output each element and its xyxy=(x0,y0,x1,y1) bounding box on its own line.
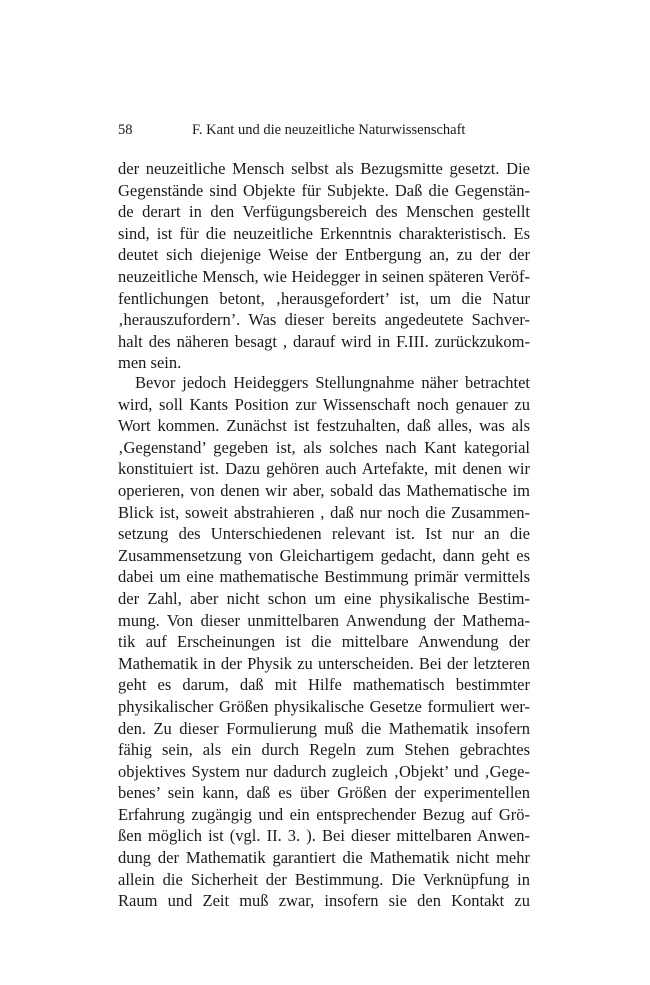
text-line: objektives System nur dadurch zugleich ‚Objekt’ und ‚Gege- xyxy=(118,761,530,781)
paragraph-1 xyxy=(118,158,530,374)
text-line: mung. Von dieser unmittelbaren Anwendung der Mathema- xyxy=(118,610,530,630)
text-line: der neuzeitliche Mensch selbst als Bezugsmitte gesetzt. Die xyxy=(118,159,530,178)
text-line: wird, soll Kants Position zur Wissenschaft noch genauer zu xyxy=(118,394,530,414)
text-line: dung der Mathematik garantiert die Mathematik nicht mehr xyxy=(118,848,530,868)
text-line: Wort kommen. Zunächst ist festzuhalten, daß alles, was als xyxy=(118,416,530,436)
text-line: der Zahl, aber nicht schon um eine physikalische Bestim- xyxy=(118,588,530,608)
text-line: ßen möglich ist (vgl. II. 3. ). Bei dieser mittelbaren Anwen- xyxy=(118,826,530,846)
text-line: Blick ist, soweit abstrahieren , daß nur noch die Zusammen- xyxy=(118,502,530,522)
page-number: 58 xyxy=(118,122,133,138)
running-header xyxy=(118,120,530,140)
text-line: Raum und Zeit muß zwar, insofern sie den Kontakt zu xyxy=(118,891,530,911)
running-title: F. Kant und die neuzeitliche Naturwissenschaft xyxy=(192,122,466,138)
text-line: Mathematik in der Physik zu unterscheiden. Bei der letzteren xyxy=(118,653,530,673)
text-line: fähig sein, als ein durch Regeln zum Stehen gebrachtes xyxy=(118,740,530,760)
text-line: den. Zu dieser Formulierung muß die Mathematik insofern xyxy=(118,718,530,738)
text-line: operieren, von denen wir aber, sobald das Mathematische im xyxy=(118,480,530,500)
text-line: Erfahrung zugängig und ein entsprechender Bezug auf Grö- xyxy=(118,804,530,824)
text-line: Bevor jedoch Heideggers Stellungnahme näher betrachtet xyxy=(135,373,530,392)
text-line: de derart in den Verfügungsbereich des Menschen gestellt xyxy=(118,202,530,222)
text-line: Gegenstände sind Objekte für Subjekte. Daß die Gegenstän- xyxy=(118,180,530,200)
text-line: fentlichungen betont, ‚herausgefordert’ ist, um die Natur xyxy=(118,288,530,308)
text-line: neuzeitliche Mensch, wie Heidegger in seinen späteren Veröf- xyxy=(118,266,530,286)
text-line: konstituiert ist. Dazu gehören auch Artefakte, mit denen wir xyxy=(118,459,530,479)
text-line: halt des näheren besagt , darauf wird in F.III. zurückzukom- xyxy=(118,331,530,351)
text-line: physikalischer Größen physikalische Gesetze formuliert wer- xyxy=(118,696,530,716)
text-line: tik auf Erscheinungen ist die mittelbare Anwendung der xyxy=(118,632,530,652)
text-line: benes’ sein kann, daß es über Größen der experimentellen xyxy=(118,783,530,803)
text-line: sind, ist für die neuzeitliche Erkenntnis charakteristisch. Es xyxy=(118,223,530,243)
text-line: Zusammensetzung von Gleichartigem gedacht, dann geht es xyxy=(118,545,530,565)
text-line: allein die Sicherheit der Bestimmung. Die Verknüpfung in xyxy=(118,869,530,889)
text-line: dabei um eine mathematische Bestimmung primär vermittels xyxy=(118,567,530,587)
text-line: ‚herauszufordern’. Was dieser bereits angedeutete Sachver- xyxy=(118,310,530,330)
paragraph-2 xyxy=(118,372,530,912)
text-line: deutet sich diejenige Weise der Entbergung an, zu der der xyxy=(118,245,530,265)
text-line: setzung des Unterschiedenen relevant ist. Ist nur an die xyxy=(118,524,530,544)
text-line: geht es darum, daß mit Hilfe mathematisch bestimmter xyxy=(118,675,530,695)
text-line: ‚Gegenstand’ gegeben ist, als solches nach Kant kategorial xyxy=(118,437,530,457)
text-line: men sein. xyxy=(118,353,182,373)
